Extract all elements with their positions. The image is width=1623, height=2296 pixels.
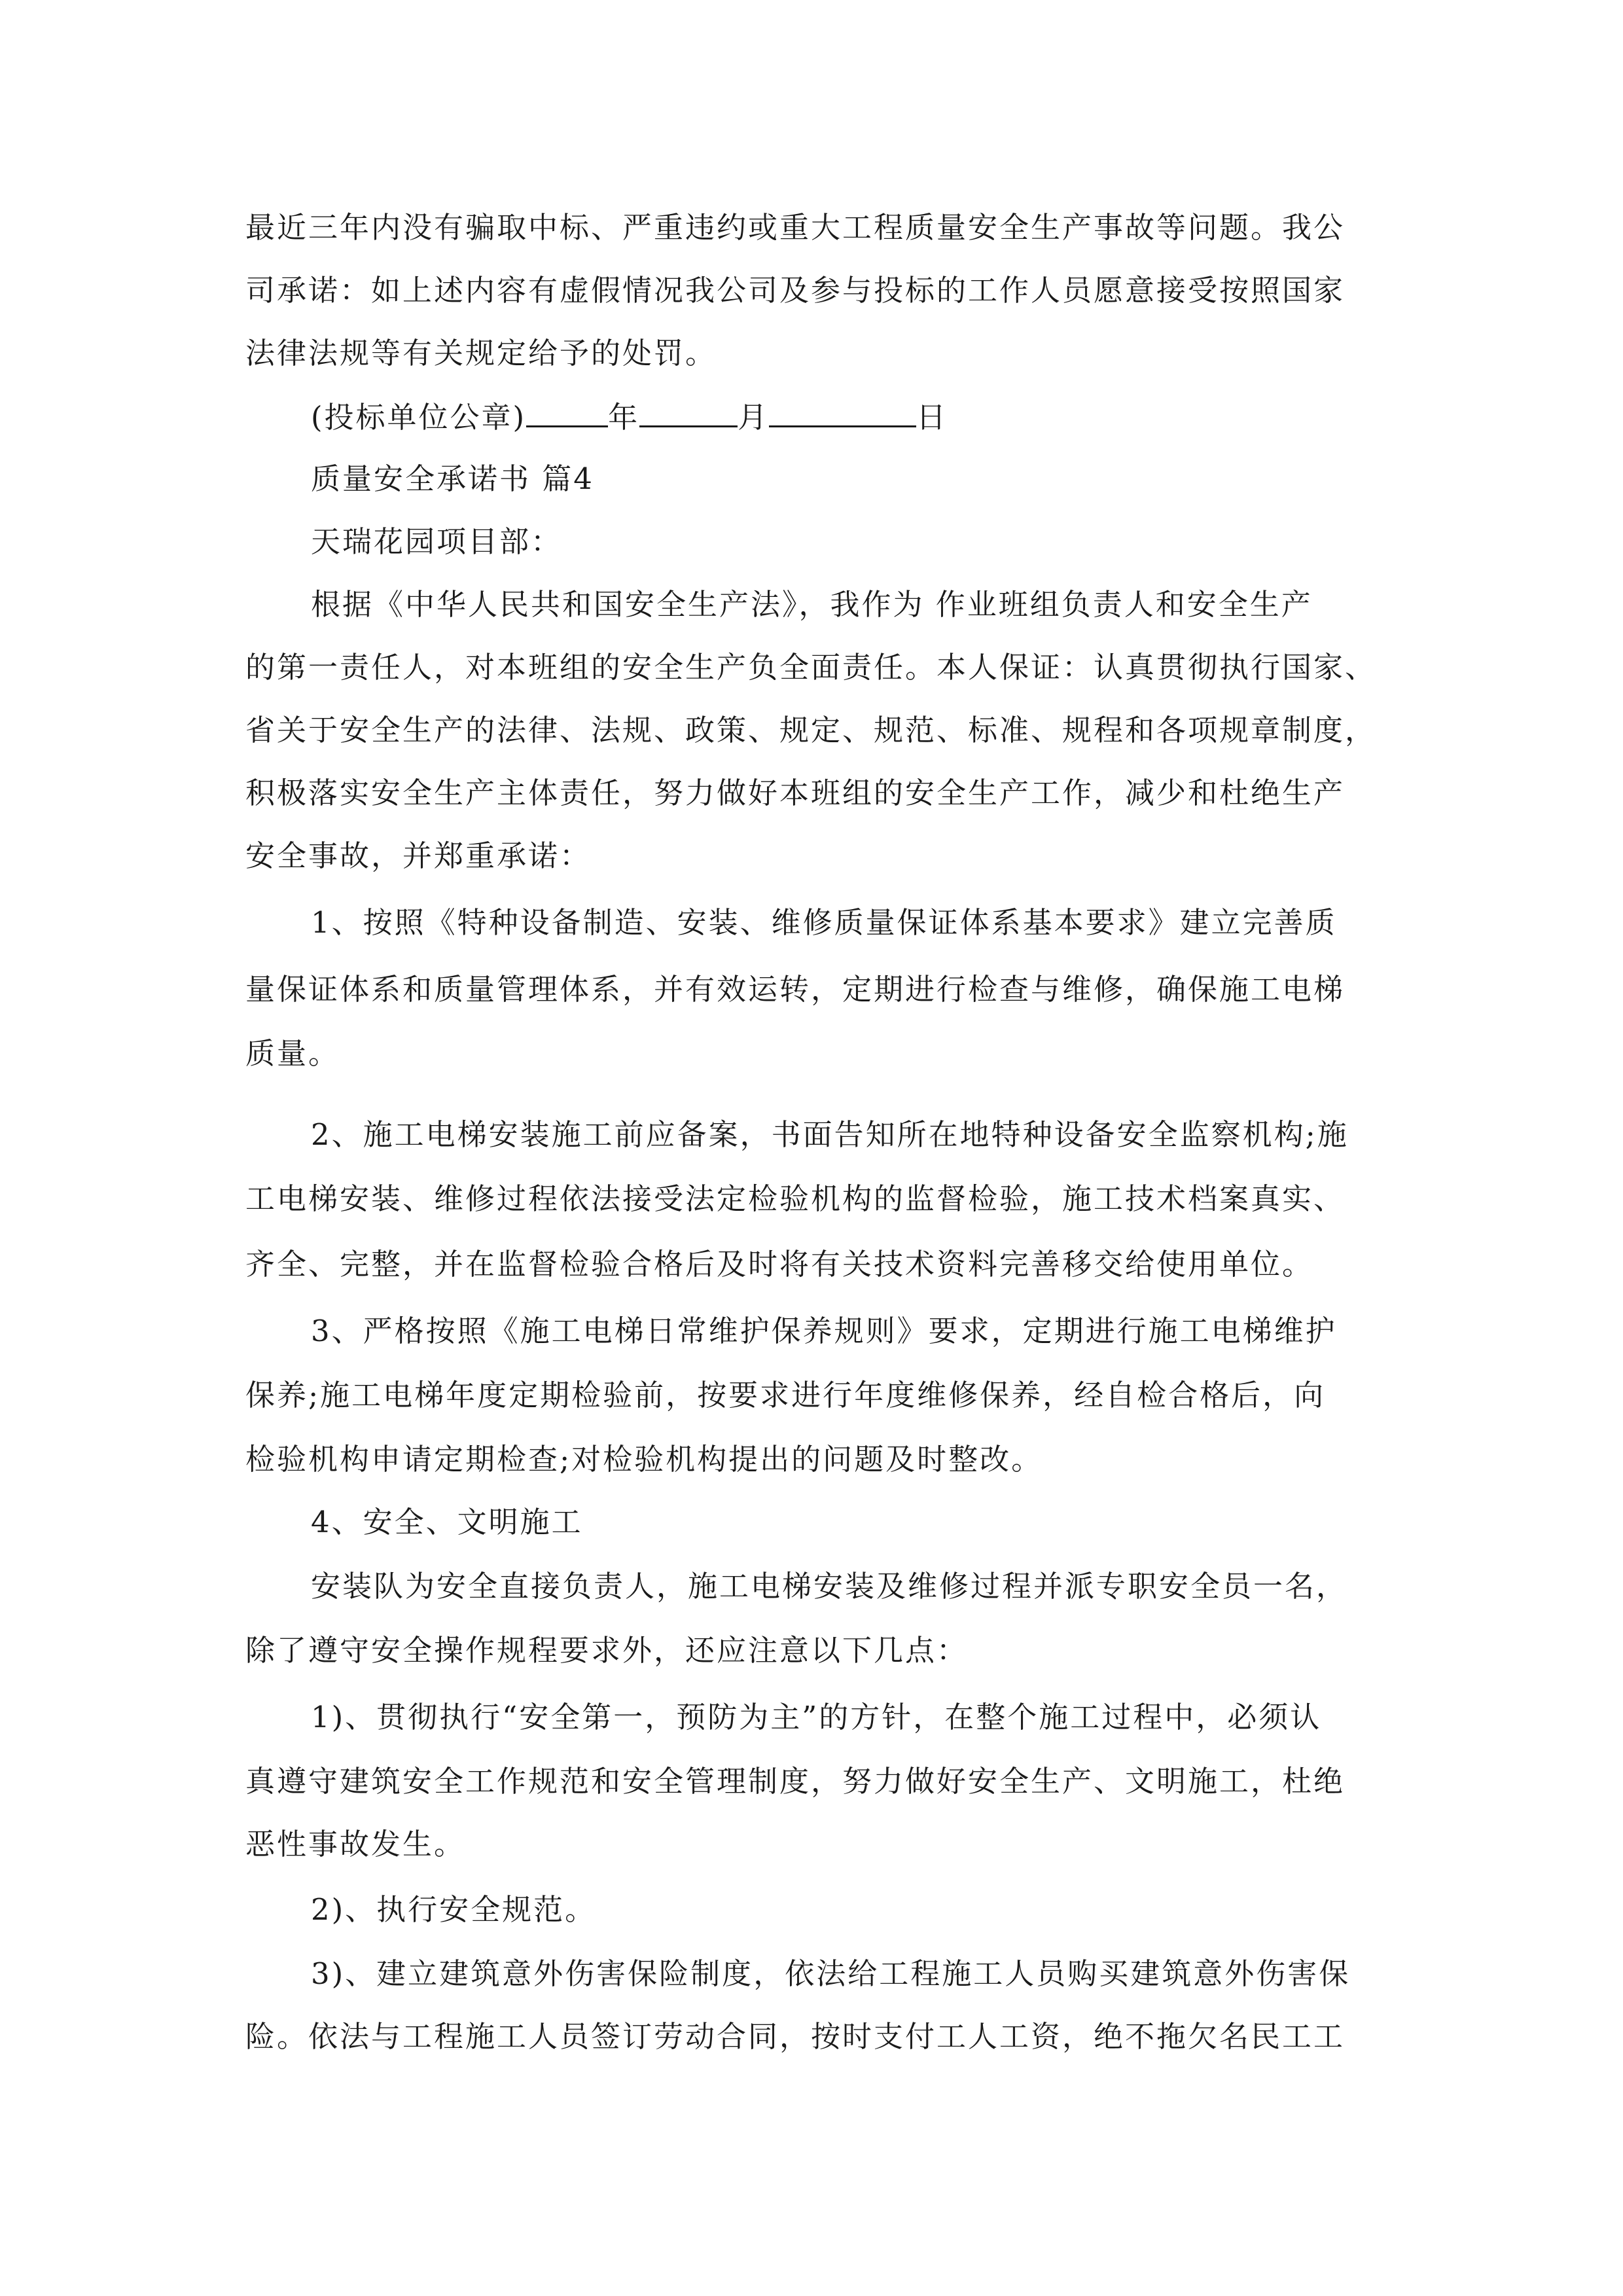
paragraph-line: 最近三年内没有骗取中标、严重违约或重大工程质量安全生产事故等问题。我公 (245, 210, 1346, 245)
addressee: 天瑞花园项目部： (311, 524, 563, 559)
day-label: 日 (916, 400, 948, 435)
month-label: 月 (738, 400, 770, 435)
sub-item-line: 险。依法与工程施工人员签订劳动合同，按时支付工人工资，绝不拖欠名民工工 (245, 2019, 1346, 2054)
sub-item-line: 恶性事故发生。 (245, 1827, 466, 1861)
sub-item-line: 3)、建立建筑意外伤害保险制度，依法给工程施工人员购买建筑意外伤害保 (311, 1956, 1351, 1991)
paragraph-line: 司承诺：如上述内容有虚假情况我公司及参与投标的工作人员愿意接受按照国家 (245, 273, 1346, 308)
year-blank (526, 397, 608, 427)
paragraph-line: 安全事故，并郑重承诺： (245, 838, 592, 873)
paragraph-line: 法律法规等有关规定给予的处罚。 (245, 336, 717, 370)
section-heading: 质量安全承诺书 篇4 (311, 461, 594, 496)
list-item-line: 1、按照《特种设备制造、安装、维修质量保证体系基本要求》建立完善质 (311, 905, 1337, 940)
list-item-line: 保养;施工电梯年度定期检验前，按要求进行年度维修保养，经自检合格后，向 (245, 1378, 1326, 1412)
list-item-line: 质量。 (245, 1036, 340, 1071)
list-item-line: 量保证体系和质量管理体系，并有效运转，定期进行检查与维修，确保施工电梯 (245, 972, 1346, 1007)
list-item-line: 2、施工电梯安装施工前应备案，书面告知所在地特种设备安全监察机构;施 (311, 1117, 1349, 1152)
sub-item-line: 真遵守建筑安全工作规范和安全管理制度，努力做好安全生产、文明施工，杜绝 (245, 1764, 1346, 1799)
paragraph-line: 省关于安全生产的法律、法规、政策、规定、规范、标准、规程和各项规章制度， (245, 713, 1377, 747)
year-label: 年 (608, 400, 640, 435)
paragraph-line: 根据《中华人民共和国安全生产法》，我作为 作业班组负责人和安全生产 (311, 587, 1313, 622)
day-blank (769, 397, 916, 427)
list-item-line: 4、安全、文明施工 (311, 1505, 583, 1539)
paragraph-line: 安装队为安全直接负责人，施工电梯安装及维修过程并派专职安全员一名， (311, 1569, 1348, 1604)
paragraph-line: 积极落实安全生产主体责任，努力做好本班组的安全生产工作，减少和杜绝生产 (245, 776, 1346, 810)
list-item-line: 检验机构申请定期检查;对检验机构提出的问题及时整改。 (245, 1442, 1043, 1477)
sub-item-line: 2)、执行安全规范。 (311, 1892, 597, 1927)
paragraph-line: 的第一责任人，对本班组的安全生产负全面责任。本人保证：认真贯彻执行国家、 (245, 650, 1377, 685)
seal-label: (投标单位公章) (311, 400, 527, 435)
paragraph-line: 除了遵守安全操作规程要求外，还应注意以下几点： (245, 1633, 969, 1668)
list-item-line: 齐全、完整，并在监督检验合格后及时将有关技术资料完善移交给使用单位。 (245, 1247, 1314, 1282)
list-item-line: 工电梯安装、维修过程依法接受法定检验机构的监督检验，施工技术档案真实、 (245, 1181, 1346, 1216)
sub-item-line: 1)、贯彻执行“安全第一，预防为主”的方针，在整个施工过程中，必须认 (311, 1700, 1322, 1734)
seal-date-line (311, 397, 948, 437)
list-item-line: 3、严格按照《施工电梯日常维护保养规则》要求，定期进行施工电梯维护 (311, 1314, 1337, 1348)
month-blank (639, 397, 738, 427)
